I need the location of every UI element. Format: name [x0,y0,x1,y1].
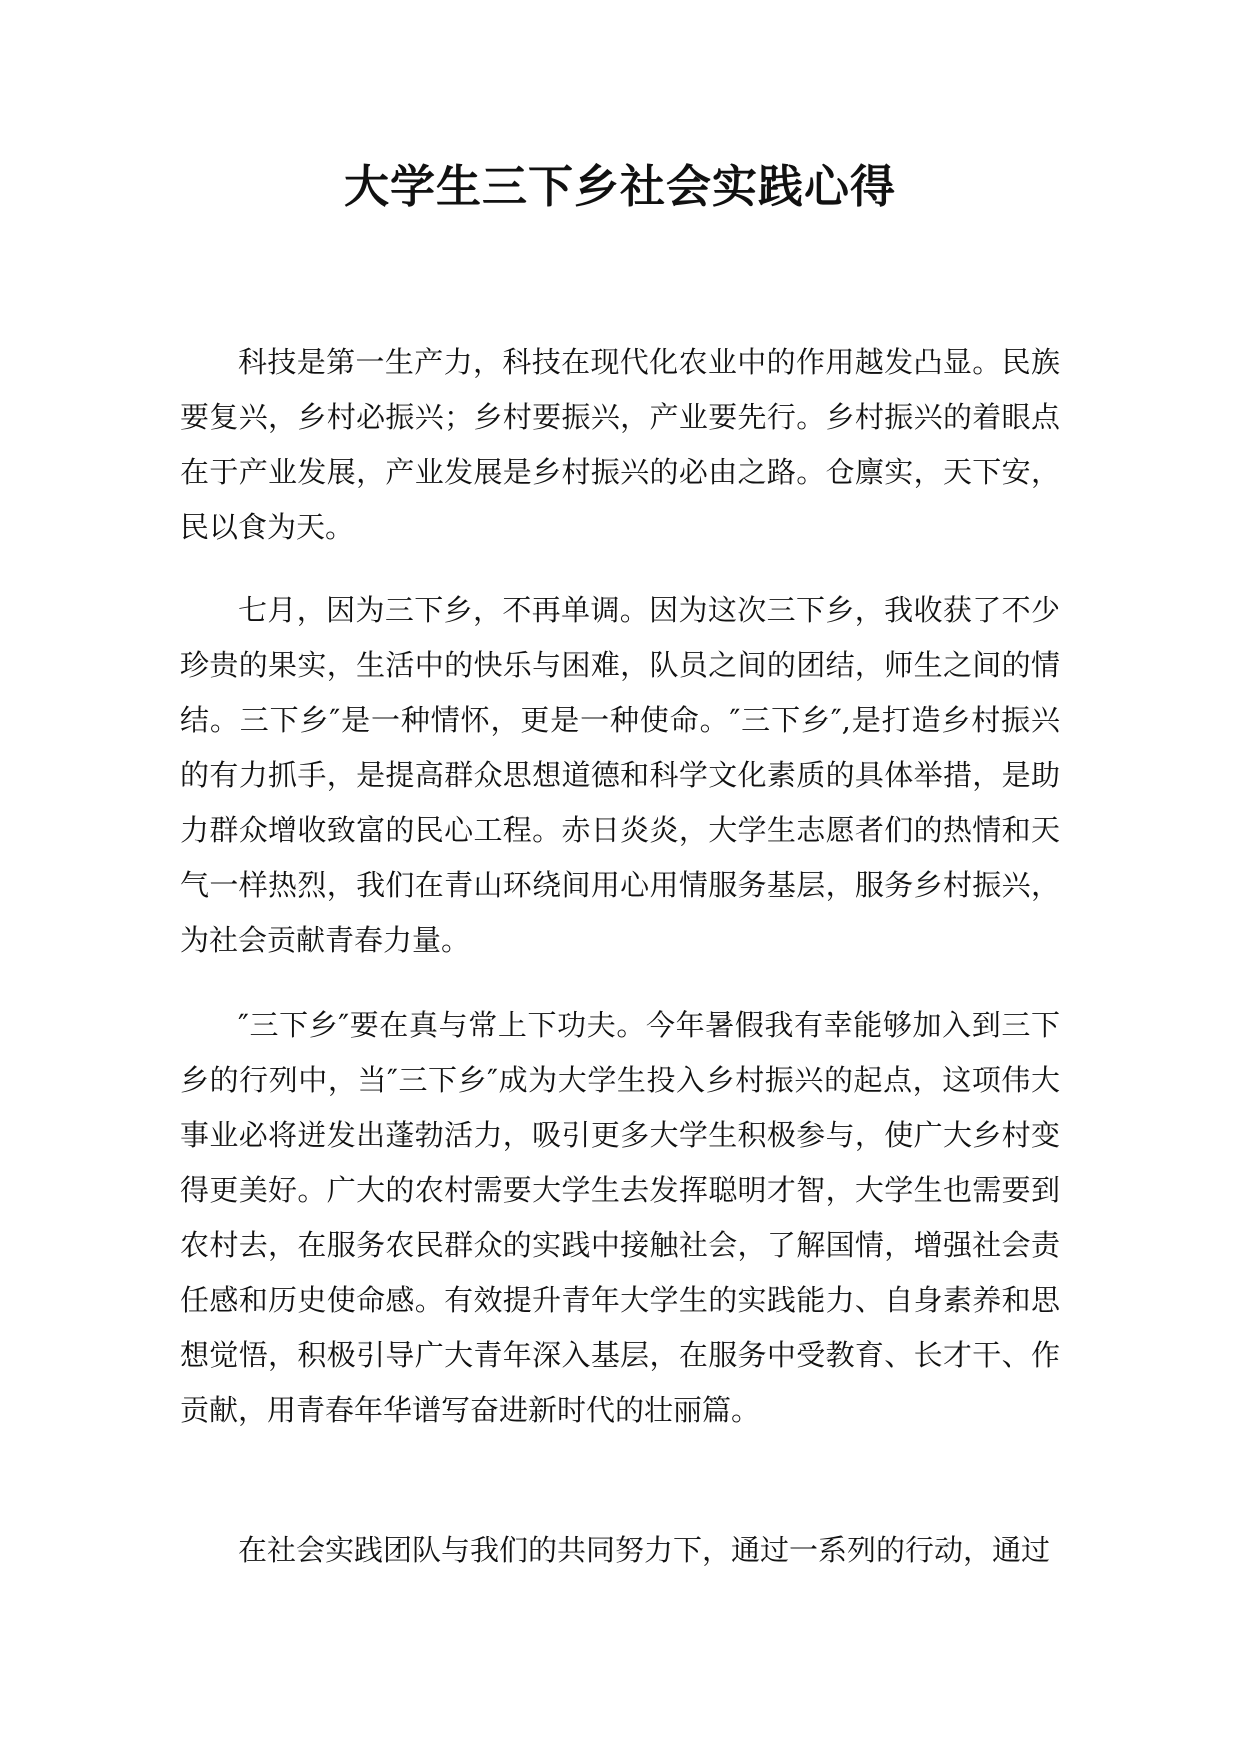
paragraph-3: ″三下乡″要在真与常上下功夫。今年暑假我有幸能够加入到三下乡的行列中，当″三下乡″成为大学生投入乡村振兴的起点，这项伟大事业必将迸发出蓬勃活力，吸引更多大学生积极参与，使广大乡村变得更美好。广大的农村需要大学生去发挥聪明才智，大学生也需要到农村去，在服务农民群众的实践中接触社会，了解国情，增强社会责任感和历史使命感。有效提升青年大学生的实践能力、自身素养和思想觉悟，积极引导广大青年深入基层，在服务中受教育、长才干、作贡献，用青春年华谱写奋进新时代的壮丽篇。 [180,1008,1060,1427]
paragraph-4: 在社会实践团队与我们的共同努力下，通过一系列的行动，通过 [238,1533,1051,1567]
document-title: 大学生三下乡社会实践心得 [343,160,896,213]
paragraph-2: 七月，因为三下乡，不再单调。因为这次三下乡，我收获了不少珍贵的果实，生活中的快乐与困难，队员之间的团结，师生之间的情结。三下乡″是一种情怀，更是一种使命。″三下乡″,是打造乡村振兴的有力抓手，是提高群众思想道德和科学文化素质的具体举措，是助力群众增收致富的民心工程。赤日炎炎，大学生志愿者们的热情和天气一样热烈，我们在青山环绕间用心用情服务基层，服务乡村振兴，为社会贡献青春力量。 [180,593,1060,957]
paragraph-1: 科技是第一生产力，科技在现代化农业中的作用越发凸显。民族要复兴，乡村必振兴；乡村要振兴，产业要先行。乡村振兴的着眼点在于产业发展，产业发展是乡村振兴的必由之路。仓廪实，天下安，民以食为天。 [180,345,1060,544]
